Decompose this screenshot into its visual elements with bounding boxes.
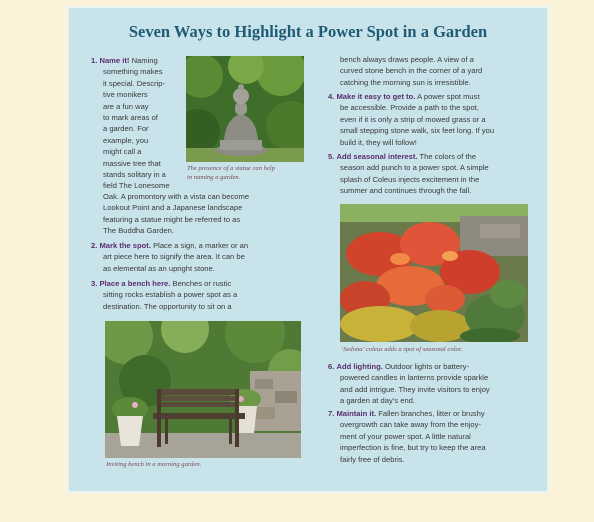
article-title: Seven Ways to Highlight a Power Spot in a Garden	[128, 22, 488, 41]
list-item-1-continued: Oak. A promontory with a vista can become Lookout Point and a Japanese landscape featuring a statue might be referred to as The Buddha Garden.	[103, 192, 250, 236]
statue-caption: The presence of a statue can help in naming a garden.	[187, 165, 276, 181]
list-item-4: 4. Make it easy to get to. A power spot must be accessible. Provide a path to the spot, even if it is only a strip of mowed grass or a small stepping stone walk, six feet long. If you build it, they will follow!	[328, 92, 495, 147]
list-item-1: 1. Name it! Naming something makes it special. Descrip- tive monikers are a fun way to mark areas of a garden. For example, you might call a massive tree that stands solitary in a field The Lonesome	[91, 56, 170, 191]
article-panel	[67, 6, 549, 493]
item-heading: Name it!	[99, 56, 130, 65]
list-item-3-continued: bench always draws people. A view of a curved stone bench in the corner of a yard catching the morning sun is irresistible.	[340, 55, 483, 87]
list-item-2: 2. Mark the spot. Place a sign, a marker or an art piece here to signify the area. It can be as elemental as an upright stone.	[91, 241, 249, 273]
coleus-photo	[340, 204, 528, 342]
item-number: 1.	[91, 56, 98, 65]
buddha-statue-photo	[186, 56, 304, 162]
list-item-3: 3. Place a bench here. Benches or rustic sitting rocks establish a power spot as a destination. The opportunity to sit on a	[91, 279, 238, 311]
list-item-6: 6. Add lighting. Outdoor lights or battery- powered candles in lanterns provide sparkle and add intrigue. They invite visitors to enjoy a garden at day’s end.	[328, 362, 490, 406]
bench-caption: Inviting bench in a morning garden.	[106, 461, 202, 468]
garden-bench-photo	[105, 321, 301, 458]
list-item-7: 7. Maintain it. Fallen branches, litter or brushy overgrowth can take away from the enjoy- ment of your power spot. A little natural imperfection is fine, but try to keep the area fairly free of debris.	[328, 409, 486, 464]
coleus-caption: ‘Sedona’ coleus adds a spot of seasonal color.	[341, 346, 463, 353]
list-item-5: 5. Add seasonal interest. The colors of the season add punch to a power spot. A simple splash of Coleus injects excitement in the summer and continues through the fall.	[328, 152, 489, 196]
